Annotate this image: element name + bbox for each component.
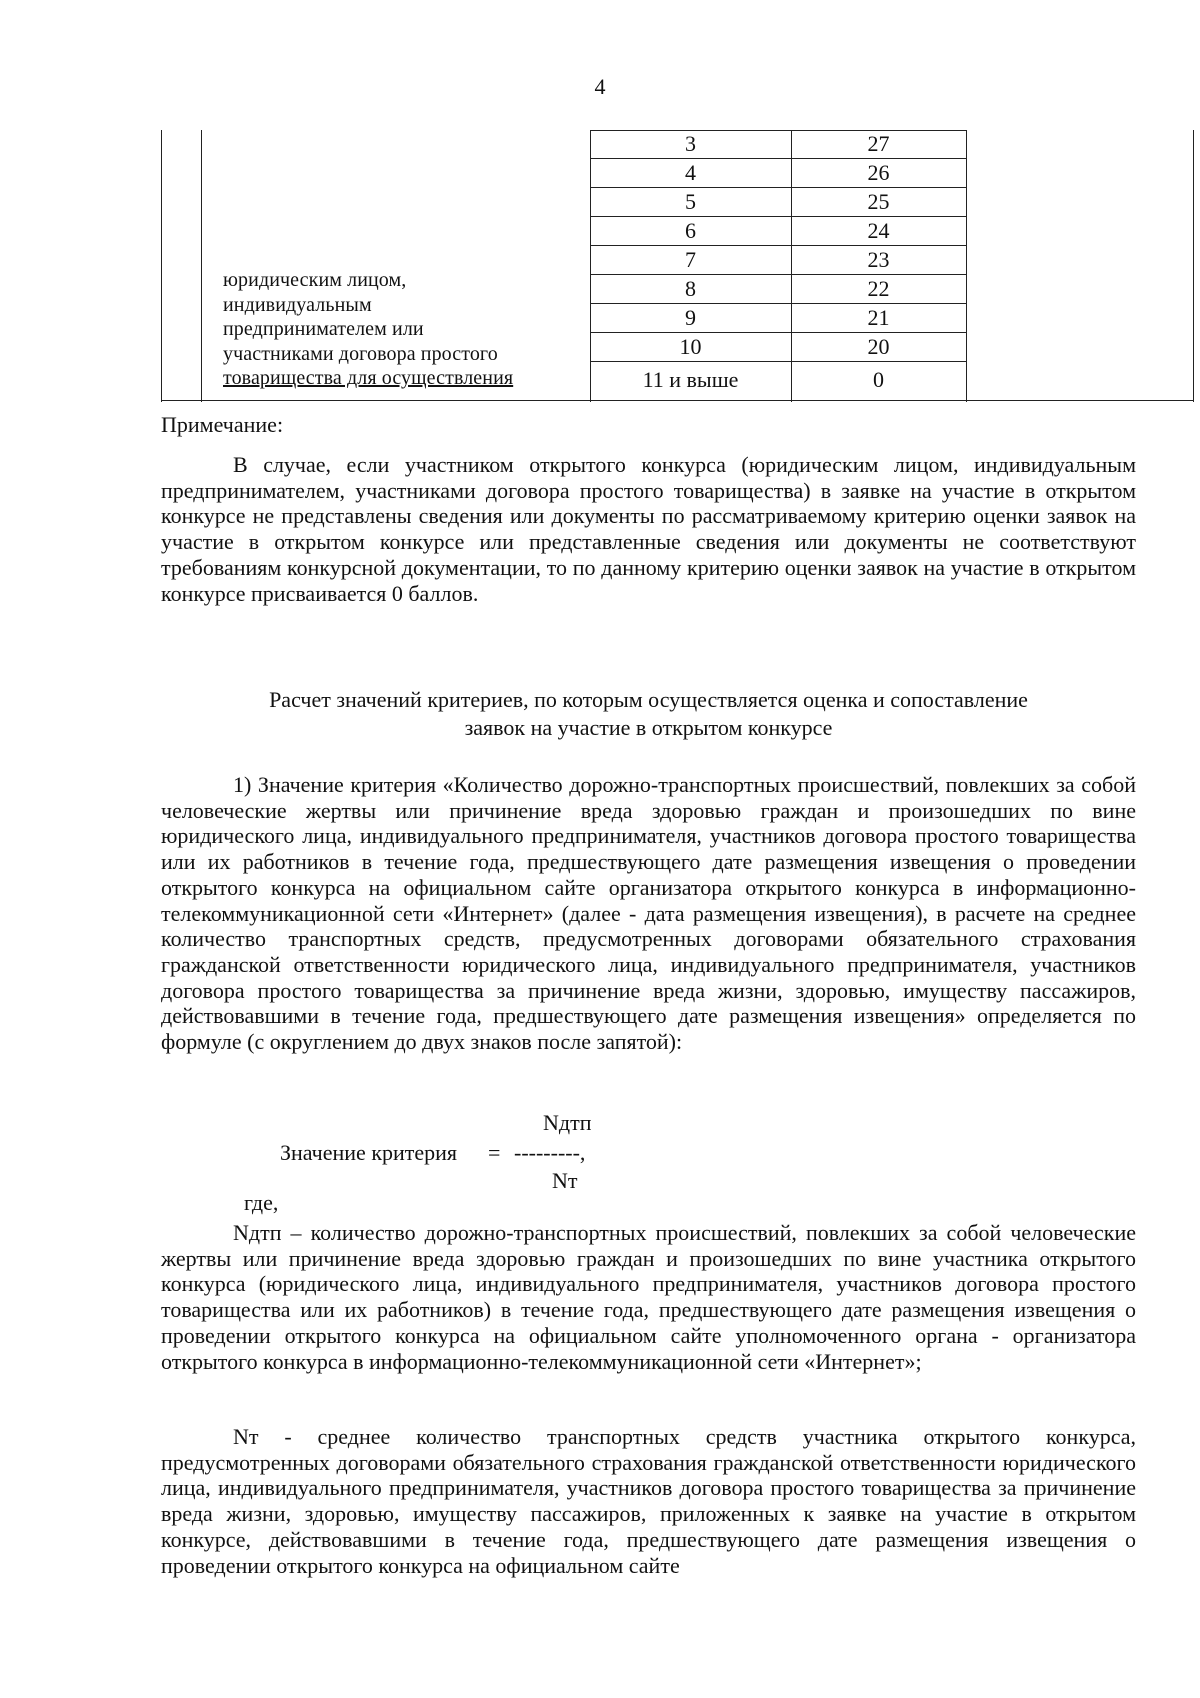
table-cell-count: 3: [685, 131, 696, 156]
description-line: юридическим лицом,: [223, 269, 407, 291]
table-cell-points: 26: [867, 160, 890, 185]
where-label: где,: [244, 1190, 279, 1215]
formula-lhs: Значение критерия: [280, 1140, 458, 1165]
table-cell-points: 25: [867, 189, 890, 214]
note-label: Примечание:: [161, 412, 284, 437]
section-heading: Расчет значений критериев, по которым осуществляется оценка и сопоставление заявок на участие в открытом конкурсе: [269, 687, 1028, 740]
description-line: предпринимателем или: [223, 318, 424, 340]
table-cell-points: 27: [867, 131, 890, 156]
table-cell-points: 21: [867, 305, 890, 330]
table-border-right: [1193, 130, 1194, 402]
table-cell-count: 10: [679, 334, 702, 359]
definition-n-t: Nт - среднее количество транспортных средств участника открытого конкурса, предусмотренных договорами обязательного страхования гражданской ответственности юридического лица, индивидуального предпринимателя, участников договора простого товарищества за причинение вреда жизни, здоровью, имуществу пассажиров, приложенных к заявке на участие в открытом конкурсе, действовавшими в течение года, предшествующего дате размещения извещения о проведении открытого конкурса на официальном сайте: [161, 1424, 1136, 1578]
description-line: товарищества для осуществления: [223, 367, 514, 389]
formula-fraction-bar: ---------,: [514, 1140, 586, 1165]
table-cell-count: 6: [685, 218, 696, 243]
score-table-continuation: [161, 130, 1193, 402]
page-number: 4: [594, 74, 606, 99]
table-cell-points: 22: [867, 276, 890, 301]
description-line: участниками договора простого: [223, 342, 498, 365]
table-cell-points: 23: [867, 247, 890, 272]
table-border-left: [161, 130, 162, 402]
table-cell-points: 24: [867, 218, 890, 243]
criterion-paragraph: 1) Значение критерия «Количество дорожно-транспортных происшествий, повлекших за собой человеческие жертвы или причинение вреда здоровью граждан и произошедших по вине юридического лица, индивидуального предпринимателя, участников договора простого товарищества или их работников в течение года, предшествующего дате размещения извещения о проведении открытого конкурса на официальном сайте организатора открытого конкурса в информационно-телекоммуникационной сети «Интернет» (далее - дата размещения извещения), в расчете на среднее количество транспортных средств, предусмотренных договорами обязательного страхования гражданской ответственности юридического лица, индивидуального предпринимателя, участников договора простого товарищества за причинение вреда жизни, здоровью, имуществу пассажиров, действовавшими в течение года, предшествующего дате размещения извещения» определяется по формуле (с округлением до двух знаков после запятой):: [161, 772, 1136, 1055]
table-cell-points: 0: [873, 367, 884, 392]
note-paragraph: В случае, если участником открытого конкурса (юридическим лицом, индивидуальным предпринимателем, участниками договора простого товарищества) в заявке на участие в открытом конкурсе не представлены сведения или документы по рассматриваемому критерию оценки заявок на участие в открытом конкурсе или представленные сведения или документы не соответствуют требованиям конкурсной документации, то по данному критерию оценки заявок на участие в открытом конкурсе присваивается 0 баллов.: [161, 452, 1136, 606]
table-cell-count: 5: [685, 189, 696, 214]
formula-equals: =: [488, 1140, 501, 1165]
table-cell-count: 9: [685, 305, 696, 330]
definition-n-dtp: Nдтп – количество дорожно-транспортных происшествий, повлекших за собой человеческие жертвы или причинение вреда здоровью граждан и произошедших по вине участника открытого конкурса (юридического лица, индивидуального предпринимателя, участников договора простого товарищества или их работников) в течение года, предшествующего дате размещения извещения о проведении открытого конкурса на официальном сайте уполномоченного органа - организатора открытого конкурса в информационно-телекоммуникационной сети «Интернет»;: [161, 1220, 1136, 1374]
table-description-cell: [201, 130, 601, 400]
table-col-divider: [966, 130, 967, 402]
table-cell-count: 7: [685, 247, 696, 272]
formula-numerator: Nдтп: [543, 1110, 592, 1135]
table-bottom-border: [161, 400, 1193, 401]
table-cell-points: 20: [867, 334, 890, 359]
table-row-line: [590, 361, 966, 362]
table-cell-count: 11 и выше: [642, 367, 739, 392]
table-cell-count: 4: [685, 160, 696, 185]
table-cell-count: 8: [685, 276, 696, 301]
formula-denominator: Nт: [552, 1168, 578, 1193]
description-line: индивидуальным: [223, 293, 372, 316]
